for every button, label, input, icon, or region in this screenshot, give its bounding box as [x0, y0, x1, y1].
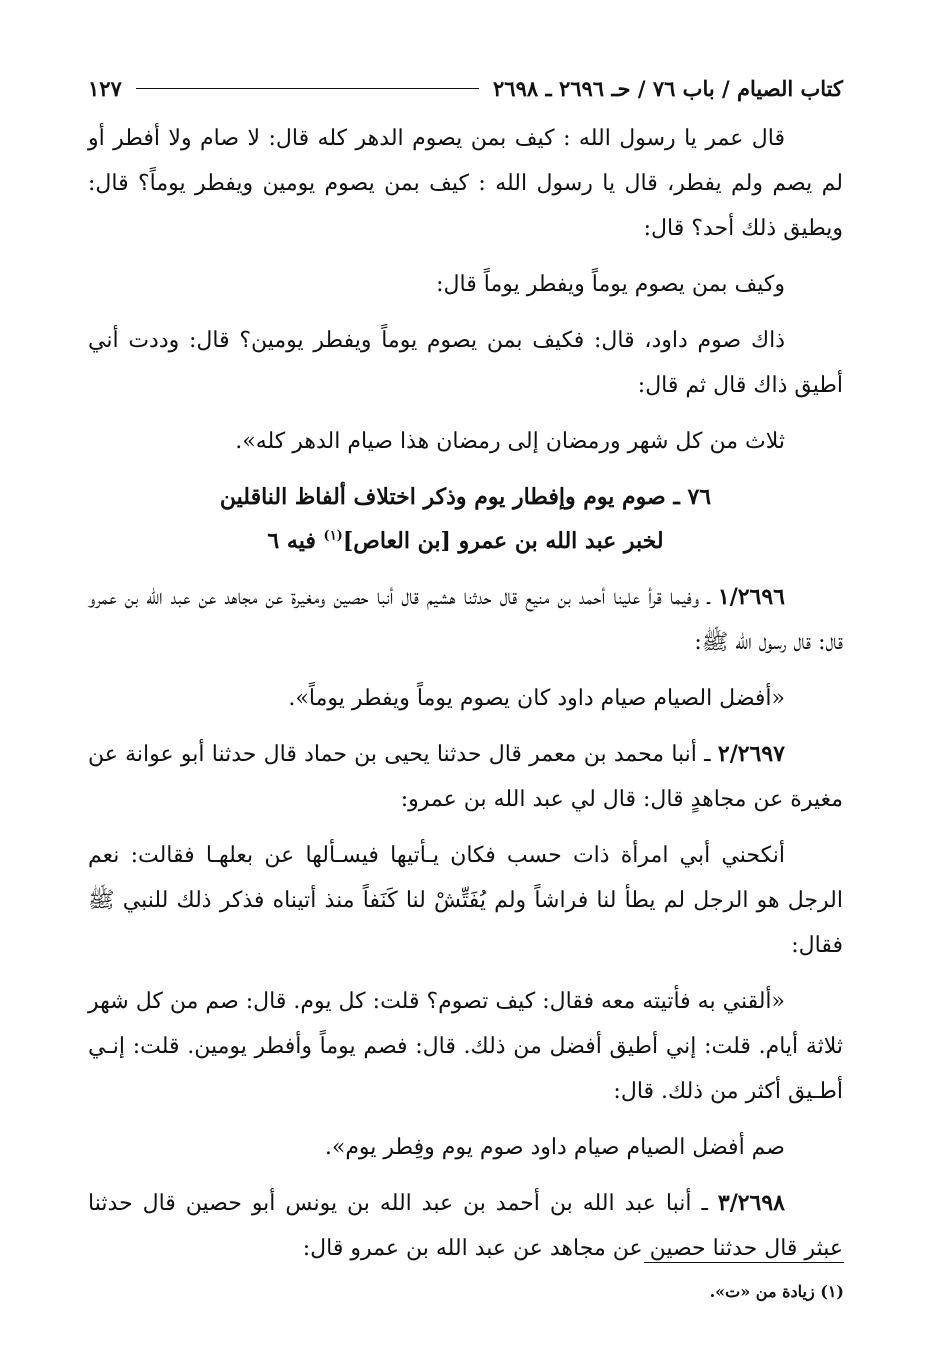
hadith-number: ١/٢٦٩٦: [717, 584, 785, 610]
hadith-quote: «أفضل الصيام صيام داود كان يصوم يوماً ويفطر يوماً».: [288, 686, 785, 711]
paragraph: أنكحني أبي امرأة ذات حسب فكان يـأتيها فيسـألها عن بعلهـا فقالت: نعم الرجل هو الرجل لم يطأ لنا فراشاً ولم يُفَتِّشْ لنا كَنَفاً منذ أتيناه فذكر ذلك للنبي ﷺ فقال:: [88, 843, 843, 958]
chapter-heading-text: لخبر عبد الله بن عمرو [بن العاص]: [342, 528, 664, 554]
footnote-marker: (١): [323, 528, 343, 544]
chapter-heading-line: ٧٦ ـ صوم يوم وإفطار يوم وذكر اختلاف ألفاظ الناقلين: [219, 484, 712, 510]
hadith-number: ٣/٢٦٩٨: [717, 1190, 785, 1216]
paragraph: وكيف بمن يصوم يوماً ويفطر يوماً قال:: [436, 272, 785, 297]
page-number: ١٢٧: [88, 75, 122, 101]
chapter-heading-line: [88, 519, 843, 563]
chapter-heading: [88, 475, 843, 563]
hadith-text: ـ وفيما قرأ علينا أحمد بن منيع قال حدثنا هشيم قال أنبا حصين ومغيرة عن مجاهد عن عبد الله بن عمرو قال: قال رسول الله ﷺ:: [88, 585, 843, 655]
hadith-number: ٢/٢٦٩٧: [717, 741, 785, 767]
hadith-entry: [88, 575, 843, 665]
paragraph: «ألقني به فأتيته معه فقال: كيف تصوم؟ قلت: كل يوم. قال: صم من كل شهر ثلاثة أيام. قلت: إني أطيق أفضل من ذلك. قال: فصم يوماً وأفطر يومين. قلت: إنـي أطـيق أكثر من ذلك. قال:: [88, 989, 843, 1104]
hadith-entry: [88, 1181, 843, 1271]
hadith-text: ـ أنبا محمد بن معمر قال حدثنا يحيى بن حماد قال حدثنا أبو عوانة عن مغيرة عن مجاهدٍ قال: قال لي عبد الله بن عمرو:: [88, 742, 843, 812]
paragraph: ذاك صوم داود، قال: فكيف بمن يصوم يوماً ويفطر يومين؟ قال: وددت أني أطيق ذاك قال ثم قال:: [88, 328, 843, 398]
hadith-quote: صم أفضل الصيام صيام داود صوم يوم وفِطر يوم».: [324, 1135, 785, 1160]
header-rule: [136, 88, 479, 89]
footnote-rule: [644, 1262, 844, 1263]
paragraph: ثلاث من كل شهر ورمضان إلى رمضان هذا صيام الدهر كله».: [235, 429, 785, 454]
footnote: (١) زيادة من «ت».: [709, 1282, 844, 1301]
hadith-entry: [88, 732, 843, 822]
running-title: كتاب الصيام / باب ٧٦ / حـ ٢٦٩٦ ـ ٢٦٩٨: [493, 75, 843, 101]
chapter-heading-text: فيه ٦: [267, 528, 324, 554]
page-body: [88, 116, 843, 1282]
paragraph: قال عمر يا رسول الله : كيف بمن يصوم الدهر كله قال: لا صام ولا أفطر أو لم يصم ولم يفطر، قال يا رسول الله : كيف بمن يصوم يومين ويفطر يوماً؟ قال: ويطيق ذلك أحد؟ قال:: [88, 126, 843, 241]
hadith-text: ـ أنبا عبد الله بن أحمد بن عبد الله بن يونس أبو حصين قال حدثنا عبثر قال حدثنا حصين عن مجاهد عن عبد الله بن عمرو قال:: [88, 1191, 843, 1261]
page-header: [88, 70, 843, 106]
